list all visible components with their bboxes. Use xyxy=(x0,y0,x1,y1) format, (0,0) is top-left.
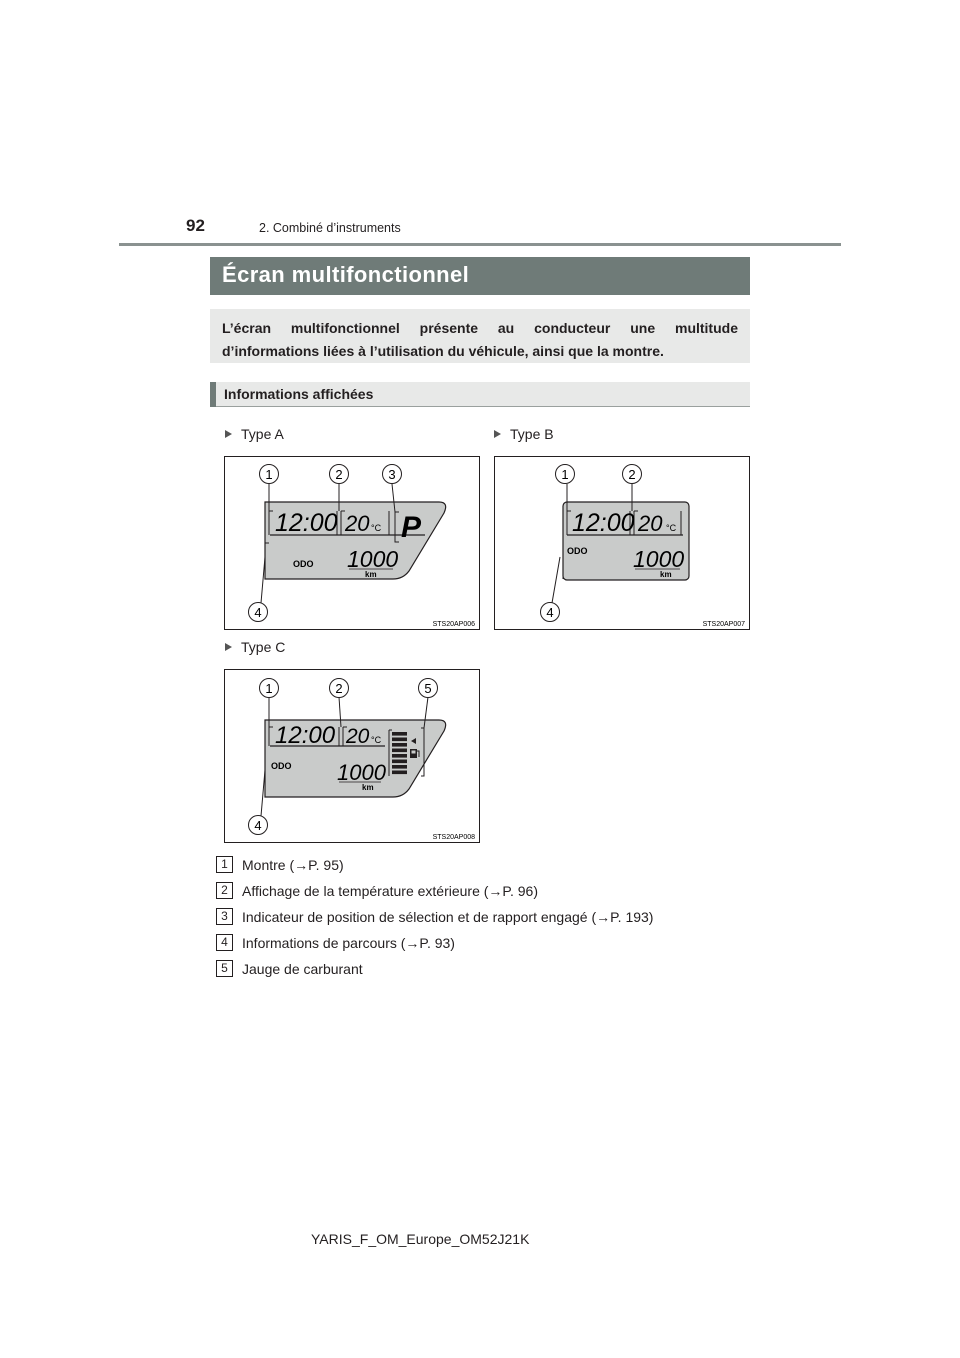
clock-digits: 12:00 xyxy=(572,509,635,537)
callout-1: 1 xyxy=(561,467,569,482)
chapter-title: 2. Combiné d’instruments xyxy=(259,221,401,235)
legend-text: Jauge de carburant xyxy=(242,960,363,977)
legend-text: Affichage de la température extérieure (→P. 96) xyxy=(242,882,538,899)
odo-unit: km xyxy=(365,570,377,579)
callout-2: 2 xyxy=(335,467,343,482)
legend-text: Indicateur de position de sélection et de rapport engagé (→P. 193) xyxy=(242,908,654,925)
page-title: Écran multifonctionnel xyxy=(222,262,470,287)
figure-code: STS20AP008 xyxy=(432,834,475,841)
display-c-illustration xyxy=(225,670,481,844)
type-a-label-text: Type A xyxy=(241,426,284,442)
legend-item xyxy=(216,856,344,873)
type-c-label-text: Type C xyxy=(241,639,286,655)
triangle-bullet-icon xyxy=(494,430,501,438)
callout-5: 5 xyxy=(424,681,432,696)
legend-number: 2 xyxy=(216,882,233,899)
legend-text: Informations de parcours (→P. 93) xyxy=(242,934,455,951)
section-mark xyxy=(210,382,216,407)
temp-unit: °C xyxy=(371,523,382,533)
legend-item xyxy=(216,908,653,925)
odo-unit: km xyxy=(362,783,374,792)
legend-number: 1 xyxy=(216,856,233,873)
temp-digits: 20 xyxy=(346,725,370,748)
legend-number: 3 xyxy=(216,908,233,925)
figure-type-a xyxy=(224,456,480,630)
intro-box: L’écran multifonctionnel présente au conducteur une multitude d’informations liées à l’utilisation du véhicule, ainsi que la montre. xyxy=(210,309,750,363)
section-bar xyxy=(210,382,750,407)
legend-item xyxy=(216,882,538,899)
legend-number: 4 xyxy=(216,934,233,951)
odo-digits: 1000 xyxy=(633,546,685,572)
figure-type-b xyxy=(494,456,750,630)
temp-digits: 20 xyxy=(345,511,370,536)
temp-unit: °C xyxy=(666,523,677,533)
title-bar xyxy=(210,257,750,295)
figure-code: STS20AP006 xyxy=(432,621,475,628)
display-b-illustration xyxy=(495,457,751,631)
callout-4: 4 xyxy=(254,605,262,620)
legend-text: Montre (→P. 95) xyxy=(242,856,344,873)
figure-code: STS20AP007 xyxy=(702,621,745,628)
odo-label: ODO xyxy=(271,761,292,771)
legend-item xyxy=(216,960,363,977)
temp-digits: 20 xyxy=(638,511,663,536)
clock-digits: 12:00 xyxy=(275,509,338,537)
callout-4: 4 xyxy=(254,818,262,833)
header-rule xyxy=(119,243,841,246)
display-a-illustration xyxy=(225,457,481,631)
callout-2: 2 xyxy=(628,467,636,482)
type-a-label xyxy=(225,426,284,442)
legend-item xyxy=(216,934,455,951)
callout-4: 4 xyxy=(546,605,554,620)
gear-indicator: P xyxy=(401,511,422,544)
triangle-bullet-icon xyxy=(225,643,232,651)
callout-3: 3 xyxy=(388,467,396,482)
page-number: 92 xyxy=(186,216,205,235)
footer-code: YARIS_F_OM_Europe_OM52J21K xyxy=(311,1231,530,1247)
type-b-label xyxy=(494,426,554,442)
callout-2: 2 xyxy=(335,681,343,696)
triangle-bullet-icon xyxy=(225,430,232,438)
type-b-label-text: Type B xyxy=(510,426,554,442)
odo-label: ODO xyxy=(293,559,314,569)
temp-unit: °C xyxy=(371,735,382,745)
odo-label: ODO xyxy=(567,546,588,556)
odo-unit: km xyxy=(660,570,672,579)
type-c-label xyxy=(225,639,285,655)
callout-1: 1 xyxy=(265,681,273,696)
legend-number: 5 xyxy=(216,960,233,977)
odo-digits: 1000 xyxy=(337,760,386,785)
clock-digits: 12:00 xyxy=(275,722,336,749)
section-title: Informations affichées xyxy=(224,386,374,402)
figure-type-c xyxy=(224,669,480,843)
odo-digits: 1000 xyxy=(347,546,399,572)
callout-1: 1 xyxy=(265,467,273,482)
